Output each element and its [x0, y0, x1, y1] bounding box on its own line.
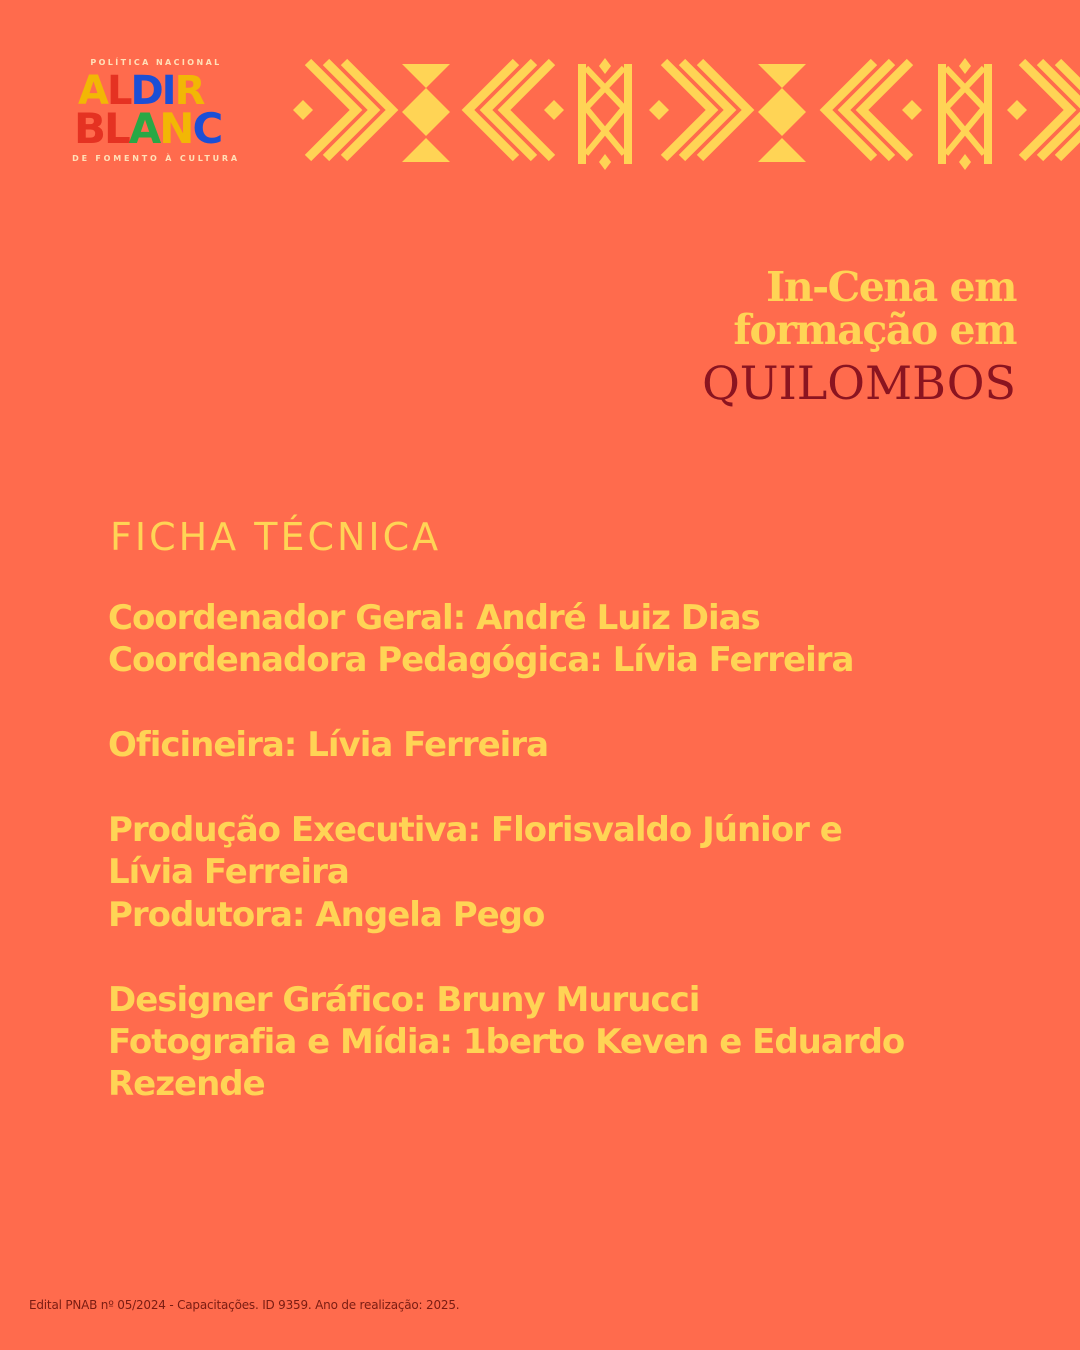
- credit-line: Coordenadora Pedagógica: Lívia Ferreira: [108, 640, 854, 681]
- triangle-shape: [402, 138, 450, 162]
- logo-letter: A: [128, 104, 160, 153]
- logo-word-blanc: [74, 104, 222, 153]
- credit-line: Coordenador Geral: André Luiz Dias: [108, 598, 760, 638]
- footer-note: Edital PNAB nº 05/2024 - Capacitações. ID 9359. Ano de realização: 2025.: [29, 1298, 460, 1312]
- diamond-dot-shape: [649, 100, 669, 120]
- chevron-right-shape: [1022, 62, 1070, 158]
- bar-shape: [578, 64, 586, 164]
- triangle-shape: [758, 138, 806, 162]
- diamond-dot-shape: [902, 100, 922, 120]
- logo-letter: A: [78, 68, 107, 114]
- chevron-right-shape: [664, 62, 712, 158]
- logo-letter: C: [192, 104, 222, 153]
- logo-letter: B: [74, 104, 105, 153]
- ficha-tecnica-heading: FICHA TÉCNICA: [110, 515, 442, 559]
- credit-line: Designer Gráfico: Bruny Murucci: [108, 979, 700, 1020]
- credit-line: Lívia Ferreira: [108, 852, 349, 893]
- credit-spacer: [108, 936, 1038, 978]
- diamond-dot-shape: [599, 58, 611, 74]
- diamond-dot-shape: [599, 154, 611, 170]
- credit-line: Fotografia e Mídia: 1berto Keven e Eduardo: [108, 1022, 905, 1063]
- logo-top-line: POLÍTICA NACIONAL: [90, 58, 222, 67]
- diamond-dot-shape: [959, 154, 971, 170]
- credit-line: Produção Executiva: Florisvaldo Júnior e: [108, 810, 842, 850]
- bar-shape: [938, 64, 946, 164]
- chevron-right-shape: [308, 62, 356, 158]
- project-title-line1: In-Cena em: [766, 263, 1016, 311]
- bar-shape: [984, 64, 992, 164]
- triangle-shape: [402, 64, 450, 88]
- decorative-pattern: [282, 58, 1080, 172]
- triangle-shape: [758, 112, 806, 136]
- logo-letter: L: [104, 104, 129, 153]
- credit-line: Oficineira: Lívia Ferreira: [108, 725, 549, 766]
- logo-letter: L: [106, 68, 131, 114]
- project-title: [596, 263, 1016, 410]
- triangle-shape: [402, 112, 450, 136]
- logo-letter: I: [161, 68, 175, 114]
- credit-spacer: [108, 767, 1038, 809]
- credits-list: [108, 597, 1038, 1106]
- logo-letter: D: [130, 68, 162, 114]
- logo-bottom-line: DE FOMENTO À CULTURA: [72, 154, 240, 163]
- triangle-shape: [758, 88, 806, 112]
- diamond-dot-shape: [959, 58, 971, 74]
- project-title-quilombos: QUILOMBOS: [702, 356, 1016, 410]
- logo-letter: N: [159, 104, 193, 153]
- logo-letter: R: [174, 68, 204, 114]
- diamond-dot-shape: [1007, 100, 1027, 120]
- aldir-blanc-logo: [66, 56, 246, 168]
- triangle-shape: [758, 64, 806, 88]
- diamond-dot-shape: [293, 100, 313, 120]
- credit-spacer: [108, 682, 1038, 724]
- diamond-dot-shape: [544, 100, 564, 120]
- triangle-shape: [402, 88, 450, 112]
- project-title-line2: formação em: [733, 306, 1016, 354]
- bar-shape: [624, 64, 632, 164]
- credit-line: Rezende: [108, 1064, 265, 1105]
- credit-line: Produtora: Angela Pego: [108, 894, 545, 935]
